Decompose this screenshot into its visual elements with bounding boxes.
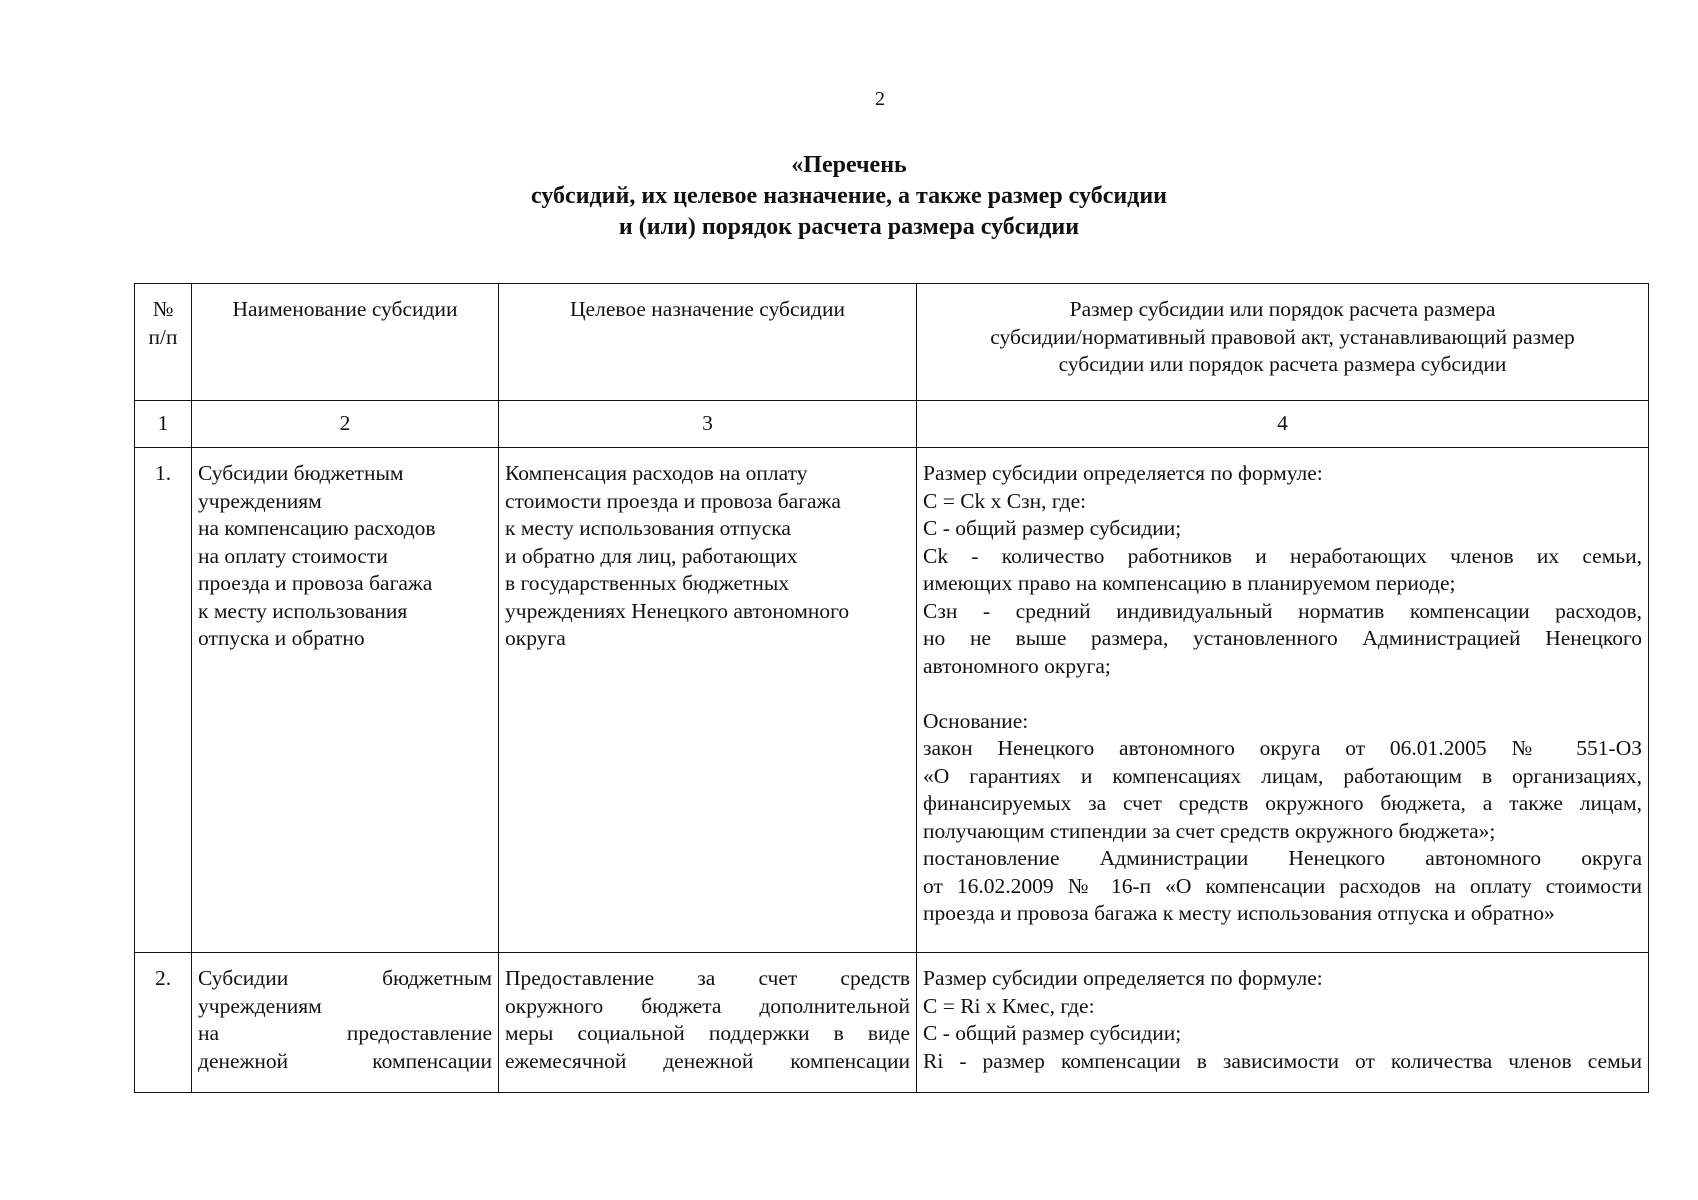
subsidy-name-line: Субсидии бюджетным [198, 461, 404, 485]
header-name-text: Наименование субсидии [232, 297, 458, 321]
title-line-1: «Перечень [791, 152, 907, 178]
header-number-line-2: п/п [148, 324, 178, 349]
subsidy-size-line: Сk - количество работников и неработающих членов их семьи, [923, 543, 1642, 568]
subsidy-size-line: С = Сk х Сзн, где: [923, 488, 1087, 513]
column-number-3: 3 [499, 401, 917, 448]
subsidy-size-line: С - общий размер субсидии; [923, 1021, 1182, 1045]
header-size-line-3: субсидии или порядок расчета размера субсидии [1058, 352, 1507, 376]
subsidy-size-line: имеющих право на компенсацию в планируемом периоде; [923, 571, 1456, 595]
subsidies-table [134, 283, 1649, 1093]
subsidy-purpose-line: в государственных бюджетных [505, 571, 790, 595]
subsidy-name-line: учреждениям [198, 993, 322, 1018]
subsidy-purpose-line: меры социальной поддержки в виде [505, 1021, 910, 1045]
subsidy-size-cell [917, 953, 1649, 1093]
subsidy-name-line: Субсидии бюджетным [198, 966, 492, 990]
subsidy-name-cell [192, 953, 499, 1093]
subsidy-purpose-cell [499, 953, 917, 1093]
row-number: 1. [135, 448, 192, 953]
row-number: 2. [135, 953, 192, 1093]
subsidy-size-cell [917, 448, 1649, 953]
subsidy-purpose-line: и обратно для лиц, работающих [505, 543, 798, 568]
table-row [135, 953, 1649, 1093]
column-number-4: 4 [917, 401, 1649, 448]
column-number-1: 1 [135, 401, 192, 448]
subsidy-purpose-line: ежемесячной денежной компенсации [505, 1048, 910, 1073]
header-size [917, 284, 1649, 401]
table-row [135, 448, 1649, 953]
header-number-line-1: № [152, 297, 174, 321]
paragraph-gap [923, 680, 1642, 708]
document-title [0, 150, 1698, 243]
subsidy-size-line: получающим стипендии за счет средств окружного бюджета»; [923, 818, 1496, 843]
subsidy-purpose-line: Компенсация расходов на оплату [505, 461, 808, 485]
header-size-line-1: Размер субсидии или порядок расчета размера [1069, 297, 1496, 321]
subsidy-purpose-line: окружного бюджета дополнительной [505, 993, 910, 1018]
subsidy-purpose-cell [499, 448, 917, 953]
subsidy-size-line: С - общий размер субсидии; [923, 516, 1182, 540]
table-header-row [135, 284, 1649, 401]
subsidy-purpose-line: к месту использования отпуска [505, 516, 791, 540]
header-purpose-text: Целевое назначение субсидии [570, 297, 845, 321]
title-line-3: и (или) порядок расчета размера субсидии [618, 214, 1080, 240]
header-purpose [499, 284, 917, 401]
title-line-2: субсидий, их целевое назначение, а также размер субсидии [531, 183, 1167, 209]
page-number: 2 [875, 88, 885, 110]
header-name [192, 284, 499, 401]
subsidy-purpose-line: стоимости проезда и провоза багажа [505, 488, 841, 513]
subsidy-name-line: на предоставление [198, 1021, 492, 1045]
subsidy-size-line: закон Ненецкого автономного округа от 06.01.2005 № 551-ОЗ [923, 736, 1642, 760]
subsidy-size-line: постановление Администрации Ненецкого автономного округа [923, 846, 1642, 870]
header-size-line-2: субсидии/нормативный правовой акт, устанавливающий размер [990, 324, 1575, 349]
subsidy-name-line: к месту использования [198, 598, 408, 623]
subsidy-name-line: учреждениям [198, 488, 322, 513]
subsidy-purpose-line: учреждениях Ненецкого автономного [505, 598, 850, 623]
subsidy-name-cell [192, 448, 499, 953]
subsidy-size-line: проезда и провоза багажа к месту использования отпуска и обратно» [923, 901, 1555, 925]
column-number-2: 2 [192, 401, 499, 448]
subsidy-name-line: проезда и провоза багажа [198, 571, 433, 595]
subsidy-size-line: Сзн - средний индивидуальный норматив компенсации расходов, [923, 598, 1642, 623]
header-number [135, 284, 192, 401]
subsidy-size-line: Размер субсидии определяется по формуле: [923, 461, 1323, 485]
subsidy-purpose-line: округа [505, 626, 566, 650]
subsidy-size-line: Ri - размер компенсации в зависимости от количества членов семьи [923, 1048, 1642, 1073]
subsidy-name-line: на компенсацию расходов [198, 516, 436, 540]
subsidy-size-line: но не выше размера, установленного Администрацией Ненецкого [923, 626, 1642, 650]
subsidy-size-line: «О гарантиях и компенсациях лицам, работающим в организациях, [923, 763, 1642, 788]
subsidy-name-line: на оплату стоимости [198, 543, 388, 568]
subsidy-name-line: отпуска и обратно [198, 626, 365, 650]
subsidy-size-line: финансируемых за счет средств окружного бюджета, а также лицам, [923, 791, 1642, 815]
subsidy-size-line: автономного округа; [923, 653, 1111, 678]
subsidy-size-line: от 16.02.2009 № 16-п «О компенсации расходов на оплату стоимости [923, 873, 1642, 898]
subsidy-size-line: Основание: [923, 708, 1029, 733]
subsidy-name-line: денежной компенсации [198, 1048, 492, 1073]
subsidy-size-line: Размер субсидии определяется по формуле: [923, 966, 1323, 990]
subsidy-size-line: С = Ri х Кмес, где: [923, 993, 1095, 1018]
subsidy-purpose-line: Предоставление за счет средств [505, 966, 910, 990]
column-numbers-row [135, 401, 1649, 448]
